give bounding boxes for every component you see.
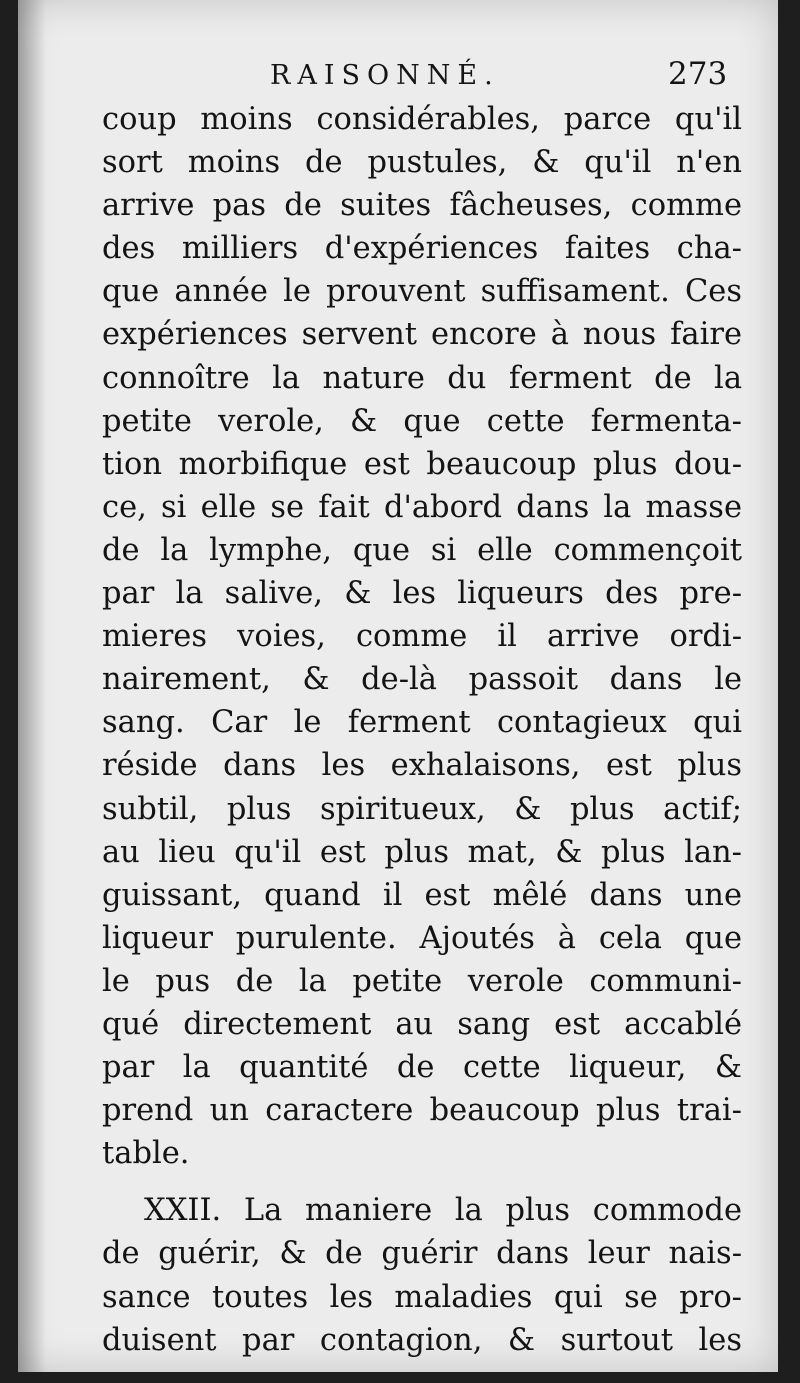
page-header: [18, 56, 778, 98]
book-page: [18, 0, 778, 1372]
text-line: coup moins considérables, parce qu'il: [102, 102, 742, 137]
text-line: qué directement au sang est accablé: [102, 1006, 742, 1042]
text-line: liqueur purulente. Ajoutés à cela que: [102, 920, 742, 956]
text-line: par la salive, & les liqueurs des pre-: [102, 576, 742, 612]
text-line: guissant, quand il est mêlé dans une: [102, 877, 742, 913]
text-line: sort moins de pustules, & qu'il n'en: [102, 145, 742, 181]
text-line: duisent par contagion, & surtout les: [102, 1322, 742, 1358]
text-line: prend un caractere beaucoup plus trai-: [102, 1093, 742, 1129]
text-line: le pus de la petite verole communi-: [102, 963, 742, 999]
paragraph-1: [102, 98, 742, 1175]
text-line: table.: [102, 1136, 190, 1172]
text-line: XXII. La maniere la plus commode: [144, 1193, 742, 1229]
text-line: sance toutes les maladies qui se pro-: [102, 1279, 742, 1315]
text-line: mieres voies, comme il arrive ordi-: [102, 619, 742, 655]
text-line: subtil, plus spiritueux, & plus actif;: [102, 791, 742, 827]
text-line: ce, si elle se fait d'abord dans la masse: [102, 489, 742, 525]
text-line: connoître la nature du ferment de la: [102, 360, 742, 396]
text-block: [102, 98, 742, 1362]
text-line: tion morbifique est beaucoup plus dou-: [102, 446, 742, 482]
text-line: que année le prouvent suffisament. Ces: [102, 274, 742, 310]
paragraph-2: [102, 1189, 742, 1361]
spine-shadow: [18, 0, 46, 1372]
text-line: par la quantité de cette liqueur, &: [102, 1050, 742, 1086]
text-line: arrive pas de suites fâcheuses, comme: [102, 188, 742, 224]
paragraph-gap: [102, 1175, 742, 1189]
text-line: de la lymphe, que si elle commençoit: [102, 532, 742, 568]
page-number: 273: [668, 56, 728, 92]
text-line: des milliers d'expériences faites cha-: [102, 231, 742, 267]
text-line: petite verole, & que cette fermenta-: [102, 403, 742, 439]
text-line: réside dans les exhalaisons, est plus: [102, 748, 742, 784]
text-line: expériences servent encore à nous faire: [102, 317, 742, 353]
text-line: de guérir, & de guérir dans leur nais-: [102, 1236, 742, 1272]
text-line: au lieu qu'il est plus mat, & plus lan-: [102, 834, 742, 870]
text-line: nairement, & de-là passoit dans le: [102, 662, 742, 698]
running-head: RAISONNÉ.: [270, 60, 500, 91]
text-line: sang. Car le ferment contagieux qui: [102, 705, 742, 741]
